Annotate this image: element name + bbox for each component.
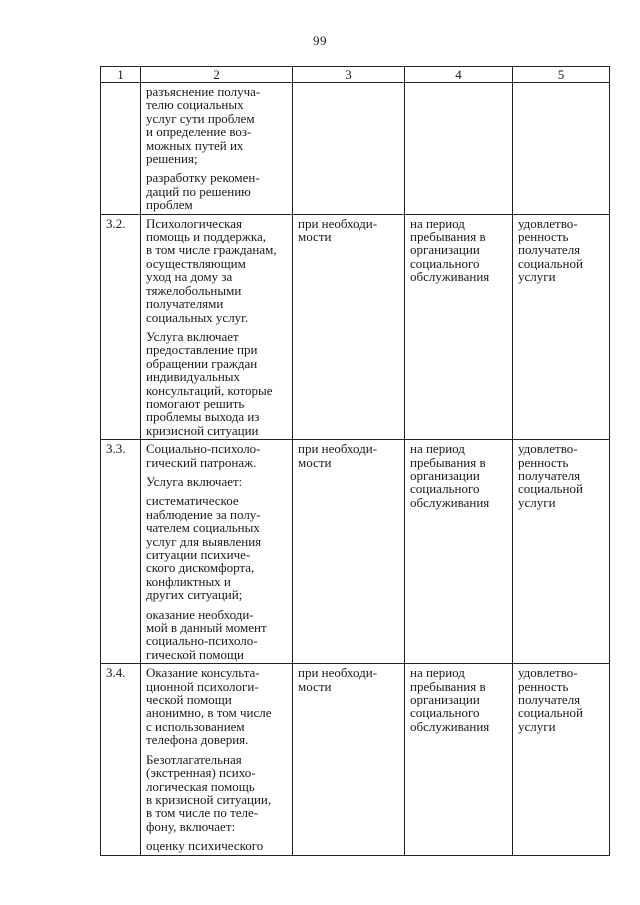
period-line: обслуживания bbox=[410, 494, 490, 510]
column-header-1: 1 bbox=[101, 67, 141, 83]
period-cell bbox=[405, 214, 513, 440]
description-line: наблюдение за полу- bbox=[146, 506, 261, 522]
table-body bbox=[101, 83, 610, 856]
period-line: обслуживания bbox=[410, 718, 490, 734]
quality-indicator-line: услуги bbox=[518, 494, 556, 510]
quality-indicator-line: удовлетво- bbox=[518, 665, 578, 681]
frequency-line: при необходи- bbox=[298, 215, 378, 231]
period-line: пребывания в bbox=[410, 454, 486, 470]
quality-indicator-line: ренность bbox=[518, 678, 569, 694]
description-line: даций по решению bbox=[146, 183, 251, 199]
description-line: в том числе по теле- bbox=[146, 805, 259, 821]
page-number: 99 bbox=[313, 33, 327, 48]
services-table bbox=[100, 66, 610, 856]
quality-indicator-line: социальной bbox=[518, 255, 583, 271]
row-number-cell: 3.2. bbox=[101, 214, 141, 440]
frequency-cell bbox=[293, 664, 405, 855]
description-paragraph bbox=[146, 171, 289, 211]
quality-indicator-line: ренность bbox=[518, 229, 569, 245]
table-row bbox=[101, 83, 610, 215]
period-line: обслуживания bbox=[410, 269, 490, 285]
quality-indicator-line: социальной bbox=[518, 705, 583, 721]
description-line: в том числе гражданам, bbox=[146, 242, 277, 258]
description-line: консультаций, которые bbox=[146, 382, 273, 398]
description-line: систематическое bbox=[146, 493, 239, 509]
period-line: организации bbox=[410, 242, 480, 258]
period-line: пребывания в bbox=[410, 678, 486, 694]
description-line: помощь и поддержка, bbox=[146, 229, 267, 245]
quality-indicator-line: удовлетво- bbox=[518, 441, 578, 457]
description-line: гический патронаж. bbox=[146, 454, 257, 470]
frequency-line: при необходи- bbox=[298, 665, 378, 681]
description-paragraph bbox=[146, 839, 289, 852]
description-line: помогают решить bbox=[146, 395, 245, 411]
period-cell bbox=[405, 440, 513, 664]
column-header-4: 4 bbox=[405, 67, 513, 83]
frequency-cell bbox=[293, 83, 405, 215]
frequency-cell bbox=[293, 440, 405, 664]
description-line: проблем bbox=[146, 197, 193, 213]
description-line: услуг для выявления bbox=[146, 533, 262, 549]
description-line: проблемы выхода из bbox=[146, 409, 260, 425]
description-line: чателем социальных bbox=[146, 520, 260, 536]
description-line: Услуга включает: bbox=[146, 473, 243, 489]
description-line: разработку рекомен- bbox=[146, 170, 260, 186]
description-line: телю социальных bbox=[146, 97, 244, 113]
description-line: с использованием bbox=[146, 718, 245, 734]
quality-indicator-line: услуги bbox=[518, 269, 556, 285]
description-line: оценку психического bbox=[146, 838, 264, 854]
description-paragraph bbox=[146, 494, 289, 601]
description-line: уход на дому за bbox=[146, 269, 233, 285]
period-line: социального bbox=[410, 705, 480, 721]
description-line: обращении граждан bbox=[146, 355, 258, 371]
description-line: услуг сути проблем bbox=[146, 110, 255, 126]
service-description-cell bbox=[141, 440, 293, 664]
frequency-line: мости bbox=[298, 678, 332, 694]
description-line: (экстренная) психо- bbox=[146, 765, 256, 781]
description-line: Услуга включает bbox=[146, 328, 239, 344]
period-cell bbox=[405, 664, 513, 855]
service-description-cell bbox=[141, 83, 293, 215]
quality-indicator-line: получателя bbox=[518, 242, 581, 258]
quality-indicator-cell bbox=[513, 664, 610, 855]
description-line: оказание необходи- bbox=[146, 606, 254, 622]
description-paragraph bbox=[146, 666, 289, 746]
description-line: ского дискомфорта, bbox=[146, 560, 255, 576]
column-header-3: 3 bbox=[293, 67, 405, 83]
description-line: тяжелобольными bbox=[146, 282, 242, 298]
quality-indicator-line: услуги bbox=[518, 718, 556, 734]
frequency-line: при необходи- bbox=[298, 441, 378, 457]
description-line: телефона доверия. bbox=[146, 732, 249, 748]
column-header-5: 5 bbox=[513, 67, 610, 83]
description-line: Психологическая bbox=[146, 215, 242, 231]
row-number-cell: 3.3. bbox=[101, 440, 141, 664]
description-paragraph bbox=[146, 608, 289, 662]
description-line: Оказание консульта- bbox=[146, 665, 260, 681]
service-description-cell bbox=[141, 214, 293, 440]
description-line: социально-психоло- bbox=[146, 633, 258, 649]
period-line: социального bbox=[410, 481, 480, 497]
description-line: и определение воз- bbox=[146, 124, 252, 140]
table-row bbox=[101, 664, 610, 855]
quality-indicator-cell bbox=[513, 214, 610, 440]
quality-indicator-line: удовлетво- bbox=[518, 215, 578, 231]
description-line: анонимно, в том числе bbox=[146, 705, 272, 721]
description-paragraph bbox=[146, 753, 289, 833]
description-line: конфликтных и bbox=[146, 573, 231, 589]
service-description-cell bbox=[141, 664, 293, 855]
period-cell bbox=[405, 83, 513, 215]
period-line: на период bbox=[410, 215, 465, 231]
description-paragraph bbox=[146, 330, 289, 437]
description-line: в кризисной ситуации, bbox=[146, 791, 272, 807]
description-paragraph bbox=[146, 217, 289, 324]
description-line: других ситуаций; bbox=[146, 587, 243, 603]
period-line: социального bbox=[410, 255, 480, 271]
table-row bbox=[101, 440, 610, 664]
description-line: фону, включает: bbox=[146, 818, 236, 834]
description-paragraph bbox=[146, 475, 289, 488]
description-line: кризисной ситуации bbox=[146, 422, 259, 438]
description-line: получателями bbox=[146, 296, 224, 312]
description-line: Безотлагательная bbox=[146, 751, 242, 767]
period-line: организации bbox=[410, 467, 480, 483]
description-line: мой в данный момент bbox=[146, 620, 267, 636]
description-line: логическая помощь bbox=[146, 778, 255, 794]
column-header-2: 2 bbox=[141, 67, 293, 83]
description-line: предоставление при bbox=[146, 342, 258, 358]
description-line: решения; bbox=[146, 151, 198, 167]
period-line: на период bbox=[410, 665, 465, 681]
period-line: организации bbox=[410, 692, 480, 708]
frequency-cell bbox=[293, 214, 405, 440]
row-number-cell bbox=[101, 83, 141, 215]
row-number-cell: 3.4. bbox=[101, 664, 141, 855]
description-line: Социально-психоло- bbox=[146, 441, 261, 457]
quality-indicator-line: получателя bbox=[518, 692, 581, 708]
description-line: гической помощи bbox=[146, 646, 244, 662]
quality-indicator-line: ренность bbox=[518, 454, 569, 470]
table-header-row bbox=[101, 67, 610, 83]
quality-indicator-cell bbox=[513, 440, 610, 664]
table-row bbox=[101, 214, 610, 440]
quality-indicator-line: социальной bbox=[518, 481, 583, 497]
description-line: социальных услуг. bbox=[146, 309, 249, 325]
period-line: пребывания в bbox=[410, 229, 486, 245]
description-line: ционной психологи- bbox=[146, 678, 259, 694]
description-line: ческой помощи bbox=[146, 692, 232, 708]
frequency-line: мости bbox=[298, 229, 332, 245]
quality-indicator-cell bbox=[513, 83, 610, 215]
description-line: индивидуальных bbox=[146, 369, 241, 385]
description-line: ситуации психиче- bbox=[146, 547, 251, 562]
period-line: на период bbox=[410, 441, 465, 457]
description-line: осуществляющим bbox=[146, 255, 246, 271]
quality-indicator-line: получателя bbox=[518, 467, 581, 483]
description-line: разъяснение получа- bbox=[146, 84, 261, 99]
description-paragraph bbox=[146, 442, 289, 469]
description-line: можных путей их bbox=[146, 137, 244, 153]
description-paragraph bbox=[146, 85, 289, 165]
frequency-line: мости bbox=[298, 454, 332, 470]
